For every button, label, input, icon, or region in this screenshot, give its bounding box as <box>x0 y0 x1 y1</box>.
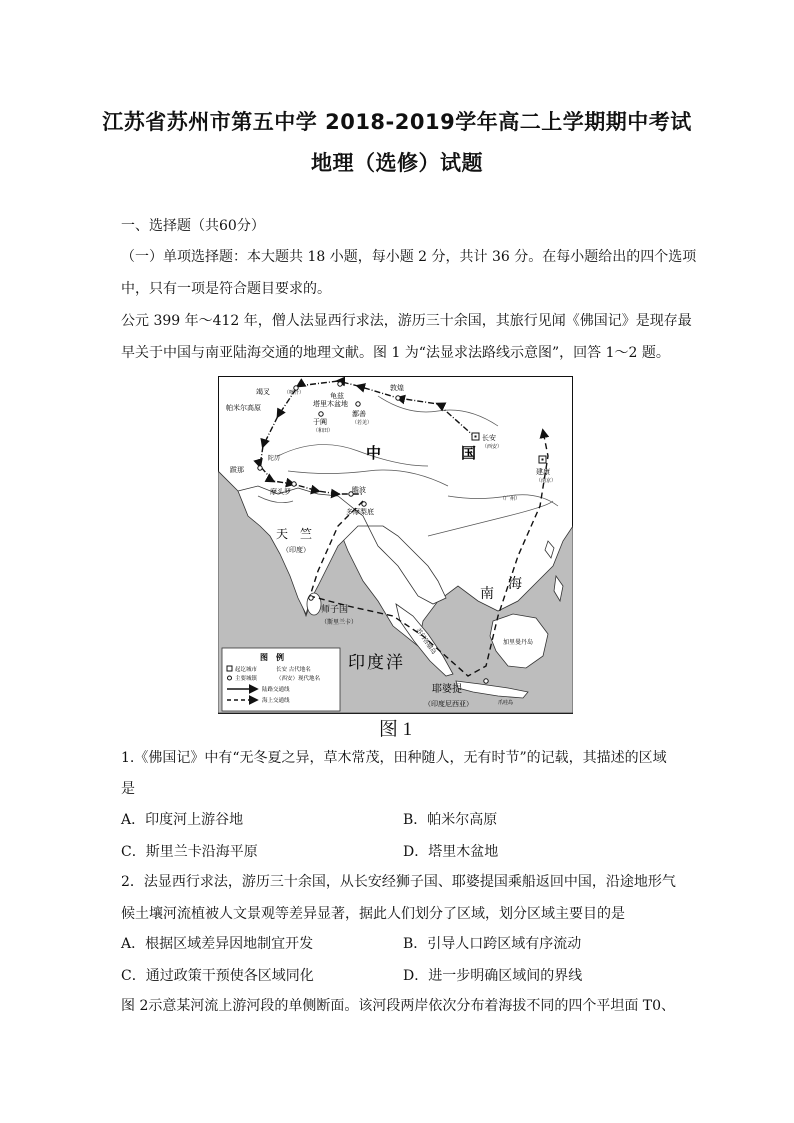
label-changan-sub: （西安） <box>482 444 503 450</box>
instructions-line-1: （一）单项选择题：本大题共 18 小题，每小题 2 分，共计 36 分。在每小题给出的四个选项 <box>121 249 697 265</box>
legend-main-symbol <box>228 676 232 680</box>
label-motoulo: 摩头罗 <box>270 488 291 496</box>
label-shule: 竭叉 <box>256 388 270 396</box>
label-shanshan: 鄯善 <box>352 410 366 418</box>
label-java: 爪哇岛 <box>498 700 514 706</box>
label-sumatra: 苏门答腊岛 <box>414 627 438 656</box>
label-tianzhu-1: 天 <box>276 527 289 541</box>
q1-option-b: B．帕米尔高原 <box>403 812 498 828</box>
dunhuang-marker <box>396 396 400 400</box>
label-shiziguo: 师子国 <box>321 605 349 615</box>
legend-sea: 海上交通线 <box>262 698 290 704</box>
route-map-figure <box>218 376 573 714</box>
q2-option-b: B．引导人口跨区域有序流动 <box>403 936 582 952</box>
q2-stem-line-1: 2．法显西行求法，游历三十余国，从长安经狮子国、耶婆提国乘船返回中国，沿途地形气 <box>121 874 676 890</box>
label-jiankang: 建康 <box>536 468 550 476</box>
motoulo-marker <box>292 482 296 486</box>
label-yepoti-sub: （印度尼西亚） <box>424 700 473 708</box>
route-map <box>218 376 573 714</box>
q2-option-d: D．进一步明确区域间的界线 <box>403 968 583 984</box>
label-guangzhou: （广州） <box>500 496 521 502</box>
jiankang-marker-dot <box>542 459 544 461</box>
label-shanshan-sub: （若羌） <box>352 420 373 426</box>
q2-option-c: C．通过政策干预使各区域同化 <box>121 968 314 984</box>
q1-stem-line-1: 1.《佛国记》中有“无冬夏之异，草木常茂，田种随人，无有时节”的记载，其描述的区域 <box>121 750 667 766</box>
section-heading: 一、选择题（共60分） <box>121 218 265 234</box>
label-tarim: 塔里木盆地 <box>313 400 348 408</box>
q2-stem-line-2: 候土壤河流植被人文景观等差异显著，据此人们划分了区域，划分区域主要目的是 <box>121 906 625 922</box>
label-china-2: 国 <box>461 444 477 462</box>
label-tianzhu-sub: （印度） <box>282 546 310 554</box>
label-duomoli: 多摩梨底 <box>346 508 374 516</box>
label-yutian-sub: （和田） <box>313 428 334 434</box>
label-yutian: 于阗 <box>313 418 327 426</box>
legend-modern: （西安）现代地名 <box>276 676 321 682</box>
passage-line-2: 早关于中国与南亚陆海交通的地理文献。图 1 为“法显求法路线示意图”，回答 1～2 题。 <box>121 345 670 361</box>
yepoti-marker <box>484 679 488 683</box>
shanshan-marker <box>356 402 360 406</box>
label-tuoyi: 陀历 <box>268 455 281 462</box>
q1-stem-line-2: 是 <box>121 781 135 797</box>
label-china-1: 中 <box>366 444 382 462</box>
legend-main: 主要城镇 <box>235 676 258 682</box>
legend-land: 陆路交通线 <box>262 687 290 693</box>
label-qiuci: 龟兹 <box>330 392 344 400</box>
q1-option-c: C．斯里兰卡沿海平原 <box>121 844 258 860</box>
yutian-marker <box>319 412 323 416</box>
duomoli-marker <box>362 502 366 506</box>
label-zhanbo: 瞻波 <box>352 486 366 494</box>
legend-start-symbol <box>227 666 232 671</box>
label-shiziguo-sub: （斯里兰卡） <box>321 619 358 626</box>
instructions-line-2: 中，只有一项是符合题目要求的。 <box>121 281 331 297</box>
q1-option-d: D．塔里木盆地 <box>403 844 499 860</box>
label-pamir: 帕米尔高原 <box>226 404 261 412</box>
figure2-intro-line: 图 2示意某河流上游河段的单侧断面。该河段两岸依次分布着海拔不同的四个平坦面 T0、 <box>121 998 676 1014</box>
label-shule-sub: （喀什） <box>284 390 305 396</box>
changan-marker-dot <box>475 436 477 438</box>
label-changan: 长安 <box>482 434 496 442</box>
label-wuchang: 跋那 <box>230 466 244 474</box>
passage-line-1: 公元 399 年～412 年，僧人法显西行求法，游历三十余国，其旅行见闻《佛国记》是现存最 <box>121 313 692 329</box>
label-nanhai-2: 海 <box>508 576 522 592</box>
label-kalimantan: 加里曼丹岛 <box>503 639 534 646</box>
label-indian-ocean: 印度洋 <box>348 653 405 673</box>
label-dunhuang: 敦煌 <box>390 384 404 392</box>
q2-option-a: A．根据区域差异因地制宜开发 <box>121 936 314 952</box>
q1-option-a: A．印度河上游谷地 <box>121 812 244 828</box>
figure-caption: 图 1 <box>378 719 413 740</box>
qiuci-marker <box>338 382 342 386</box>
shiziguo-marker <box>309 596 313 600</box>
label-nanhai-1: 南 <box>480 586 494 602</box>
label-yepoti: 耶婆提 <box>432 684 462 695</box>
wuchang-marker <box>258 466 262 470</box>
label-jiankang-sub: （南京） <box>536 478 557 484</box>
legend-ancient: 长安 古代地名 <box>276 667 311 673</box>
exam-title: 江苏省苏州市第五中学 2018-2019学年高二上学期期中考试 <box>102 110 692 134</box>
exam-subtitle: 地理（选修）试题 <box>311 151 483 175</box>
label-tianzhu-2: 竺 <box>300 527 313 541</box>
legend-start: 起讫城市 <box>235 667 258 673</box>
legend-title: 图 例 <box>260 653 284 662</box>
